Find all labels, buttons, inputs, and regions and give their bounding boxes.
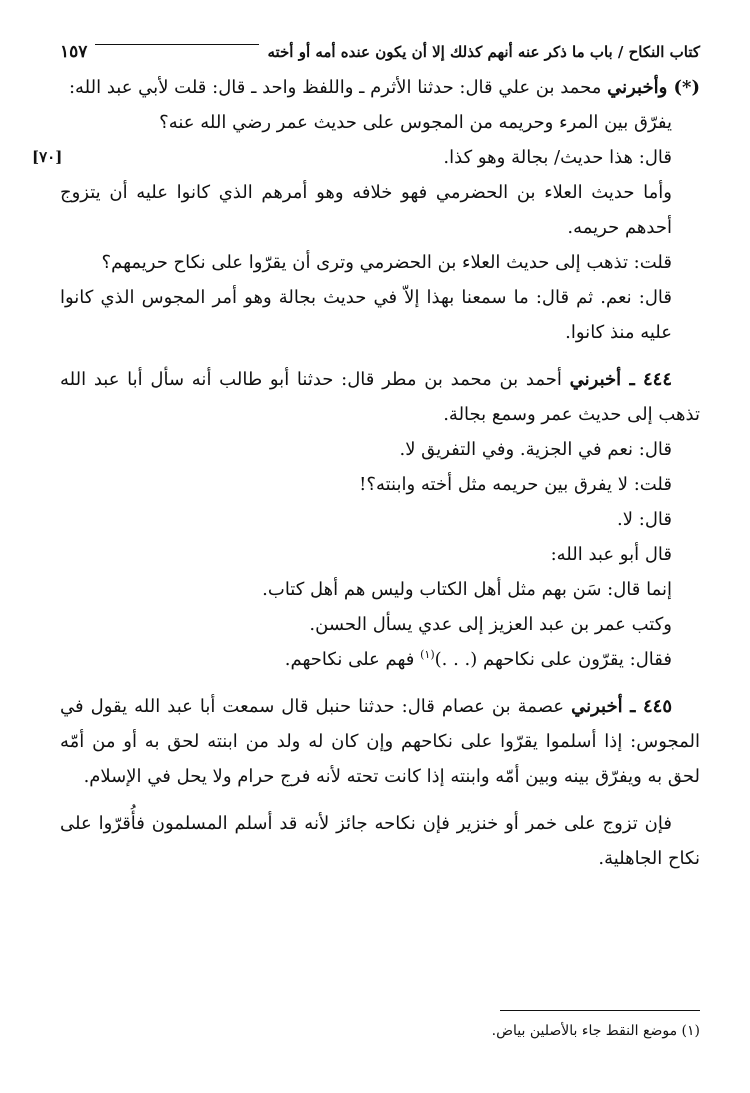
paragraph-text: وأما حديث العلاء بن الحضرمي فهو خلافه وهو أمرهم الذي كانوا عليه أن يتزوج أحدهم حريمه. [60, 182, 672, 238]
paragraph [60, 502, 700, 537]
narration-lead: ٤٤٤ ـ أخبرني [569, 369, 673, 390]
paragraph [60, 362, 700, 432]
paragraph-text: قال: نعم. ثم قال: ما سمعنا بهذا إلاّ في حديث بجالة وهو أمر المجوس الذي كانوا عليه منذ كانوا. [60, 287, 672, 343]
narration-lead: ٤٤٥ ـ أخبرني [571, 696, 673, 717]
footnote-divider [500, 1010, 700, 1011]
paragraph-text: إنما قال: سَن بهم مثل أهل الكتاب وليس هم أهل كتاب. [262, 579, 672, 600]
paragraph-text: قال أبو عبد الله: [550, 544, 672, 565]
paragraph [60, 280, 700, 350]
paragraph-text: قلت: لا يفرق بين حريمه مثل أخته وابنته؟! [359, 474, 672, 495]
footnote: (١) موضع النقط جاء بالأصلين بياض. [491, 1023, 700, 1039]
paragraph [60, 105, 700, 140]
footnote-ref: (١) [420, 648, 435, 661]
paragraph-text: فقال: يقرّون على نكاحهم (. . .) [434, 649, 672, 670]
paragraph-text: يفرّق بين المرء وحريمه من المجوس على حديث عمر رضي الله عنه؟ [159, 112, 672, 133]
margin-marker: [٧٠] [32, 148, 63, 166]
paragraph-text: أحمد بن محمد بن مطر قال: حدثنا أبو طالب أنه سأل أبا عبد الله تذهب إلى حديث عمر وسمع بجالة. [60, 369, 700, 425]
paragraph [60, 642, 700, 677]
paragraph-text: محمد بن علي قال: حدثنا الأثرم ـ واللفظ واحد ـ قال: قلت لأبي عبد الله: [68, 77, 608, 98]
paragraph [60, 432, 700, 467]
paragraph [60, 537, 700, 572]
paragraph-text: فهم على نكاحهم. [284, 649, 421, 670]
paragraph [60, 467, 700, 502]
document-page [32, 34, 700, 1073]
paragraph [60, 572, 700, 607]
chapter-title: كتاب النكاح / باب ما ذكر عنه أنهم كذلك إلا أن يكون عنده أمه أو أخته [267, 43, 700, 61]
page-number: ١٥٧ [60, 42, 88, 62]
spacer [60, 794, 700, 806]
header-rule [95, 44, 259, 45]
paragraph [60, 70, 700, 105]
paragraph [32, 140, 700, 175]
paragraph-text: قال: هذا حديث/ بجالة وهو كذا. [443, 147, 672, 168]
paragraph-text: قلت: تذهب إلى حديث العلاء بن الحضرمي وترى أن يقرّوا على نكاح حريمهم؟ [101, 252, 672, 273]
paragraph [60, 245, 700, 280]
paragraph [60, 175, 700, 245]
main-text [32, 70, 700, 876]
paragraph-text: وكتب عمر بن عبد العزيز إلى عدي يسأل الحسن. [309, 614, 672, 635]
paragraph-text: قال: لا. [617, 509, 672, 530]
running-header [60, 34, 700, 70]
spacer [60, 677, 700, 689]
narration-lead: (*) وأخبرني [607, 77, 700, 98]
paragraph [60, 607, 700, 642]
paragraph-text: عصمة بن عصام قال: حدثنا حنبل قال سمعت أبا عبد الله يقول في المجوس: إذا أسلموا يقرّوا على نكاحهم وإن كان له ولد من ابنته لحق به أو من أمّه لحق به ويفرّق بينه وبين أمّه وابنته إذا كانت تحته لأنه فرج حرام ولا يحل في الإسلام. [60, 696, 700, 787]
paragraph-text: فإن تزوج على خمر أو خنزير فإن نكاحه جائز لأنه قد أسلم المسلمون فأُقرّوا على نكاح الجاهلية. [60, 813, 700, 869]
paragraph-text: قال: نعم في الجزية. وفي التفريق لا. [399, 439, 672, 460]
spacer [60, 350, 700, 362]
paragraph [60, 689, 700, 794]
paragraph [60, 806, 700, 876]
